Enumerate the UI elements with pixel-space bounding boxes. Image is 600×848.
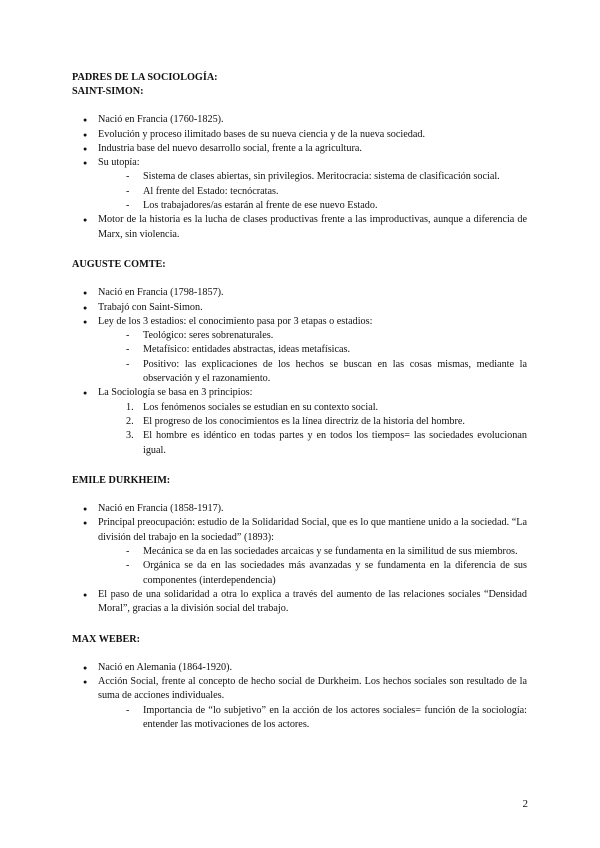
bullet-item: [72, 516, 527, 587]
dash-item: - Teológico: seres sobrenaturales.: [126, 329, 527, 343]
numbered-text: El progreso de los conocimientos es la línea directriz de la historia del hombre.: [143, 415, 465, 427]
numbered-item: [126, 415, 527, 429]
item-number: 2.: [126, 415, 134, 427]
bullet-text: Industria base del nuevo desarrollo social, frente a la agricultura.: [98, 142, 362, 154]
bullet-item: [72, 286, 527, 300]
bullet-text: Acción Social, frente al concepto de hecho social de Durkheim. Los hechos sociales son resultado de la suma de acciones individuales.: [98, 676, 527, 702]
dash-item: - Orgánica se da en las sociedades más avanzadas y se fundamenta en la diferencia de sus componentes (interdependencia): [126, 559, 527, 588]
bullet-item: [72, 386, 527, 457]
section-heading: MAX WEBER:: [72, 633, 141, 645]
page-number: 2: [522, 798, 528, 810]
bullet-item: [72, 502, 527, 516]
bullet-text: Evolución y proceso ilimitado bases de su nueva ciencia y de la nueva sociedad.: [98, 128, 426, 140]
dash-item: - Los trabajadores/as estarán al frente de ese nuevo Estado.: [126, 199, 527, 213]
numbered-item: [126, 401, 527, 415]
bullet-item: [72, 675, 527, 732]
bullet-text: El paso de una solidaridad a otra lo explica a través del aumento de las relaciones sociales “Densidad Moral”, gracias a la división social del trabajo.: [98, 588, 527, 615]
bullet-list: [72, 502, 527, 616]
bullet-text: Trabajó con Saint-Simon.: [98, 301, 203, 313]
bullet-text: Motor de la historia es la lucha de clases productivas frente a las improductivas, aunque a diferencia de Marx, sin violencia.: [98, 214, 527, 240]
document-body: [72, 71, 527, 732]
bullet-item: [72, 213, 527, 242]
bullet-item: [72, 128, 527, 142]
section-heading: EMILE DURKHEIM:: [72, 474, 171, 486]
dash-item: - Importancia de “lo subjetivo” en la acción de los actores sociales= función de la sociología: entender las motivaciones de los actores.: [126, 704, 527, 733]
bullet-item: [72, 588, 527, 617]
bullet-item: [72, 142, 527, 156]
dash-item: - Sistema de clases abiertas, sin privilegios. Meritocracia: sistema de clasificación social.: [126, 170, 527, 184]
bullet-text: La Sociología se basa en 3 principios:: [98, 387, 253, 399]
bullet-item: [72, 156, 527, 213]
dash-item: - Positivo: las explicaciones de los hechos se buscan en las cosas mismas, mediante la observación y el razonamiento.: [126, 358, 527, 387]
bullet-list: [72, 286, 527, 458]
dash-item: - Metafísico: entidades abstractas, ideas metafísicas.: [126, 343, 527, 357]
document-title: PADRES DE LA SOCIOLOGÍA:: [72, 72, 218, 83]
bullet-text: Principal preocupación: estudio de la Solidaridad Social, que es lo que mantiene unido a la sociedad. “La división del trabajo en la sociedad” (1893):: [98, 517, 527, 543]
numbered-item: [126, 429, 527, 458]
bullet-list: [72, 661, 527, 732]
dash-item: - Al frente del Estado: tecnócratas.: [126, 185, 527, 199]
dash-list: [98, 704, 527, 733]
dash-list: [98, 170, 527, 213]
dash-item: - Mecánica se da en las sociedades arcaicas y se fundamenta en la similitud de sus miembros.: [126, 545, 527, 559]
bullet-text: Ley de los 3 estadios: el conocimiento pasa por 3 etapas o estadios:: [98, 315, 373, 327]
bullet-text: Su utopía:: [98, 157, 140, 169]
bullet-item: [72, 661, 527, 675]
section-heading: SAINT-SIMON:: [72, 86, 144, 97]
numbered-text: El hombre es idéntico en todas partes y en todos los tiempos= las sociedades evolucionan igual.: [143, 430, 527, 456]
bullet-text: Nació en Francia (1798-1857).: [98, 287, 224, 299]
numbered-list: [98, 401, 527, 458]
bullet-item: [72, 113, 527, 127]
numbered-text: Los fenómenos sociales se estudian en su contexto social.: [143, 401, 379, 413]
bullet-text: Nació en Francia (1858-1917).: [98, 503, 224, 515]
bullet-text: Nació en Francia (1760-1825).: [98, 114, 224, 126]
section-heading: AUGUSTE COMTE:: [72, 258, 166, 270]
dash-list: [98, 329, 527, 386]
dash-list: [98, 545, 527, 588]
item-number: 3.: [126, 430, 134, 442]
item-number: 1.: [126, 401, 134, 413]
bullet-item: [72, 301, 527, 315]
bullet-item: [72, 315, 527, 386]
bullet-text: Nació en Alemania (1864-1920).: [98, 661, 233, 673]
bullet-list: [72, 113, 527, 242]
